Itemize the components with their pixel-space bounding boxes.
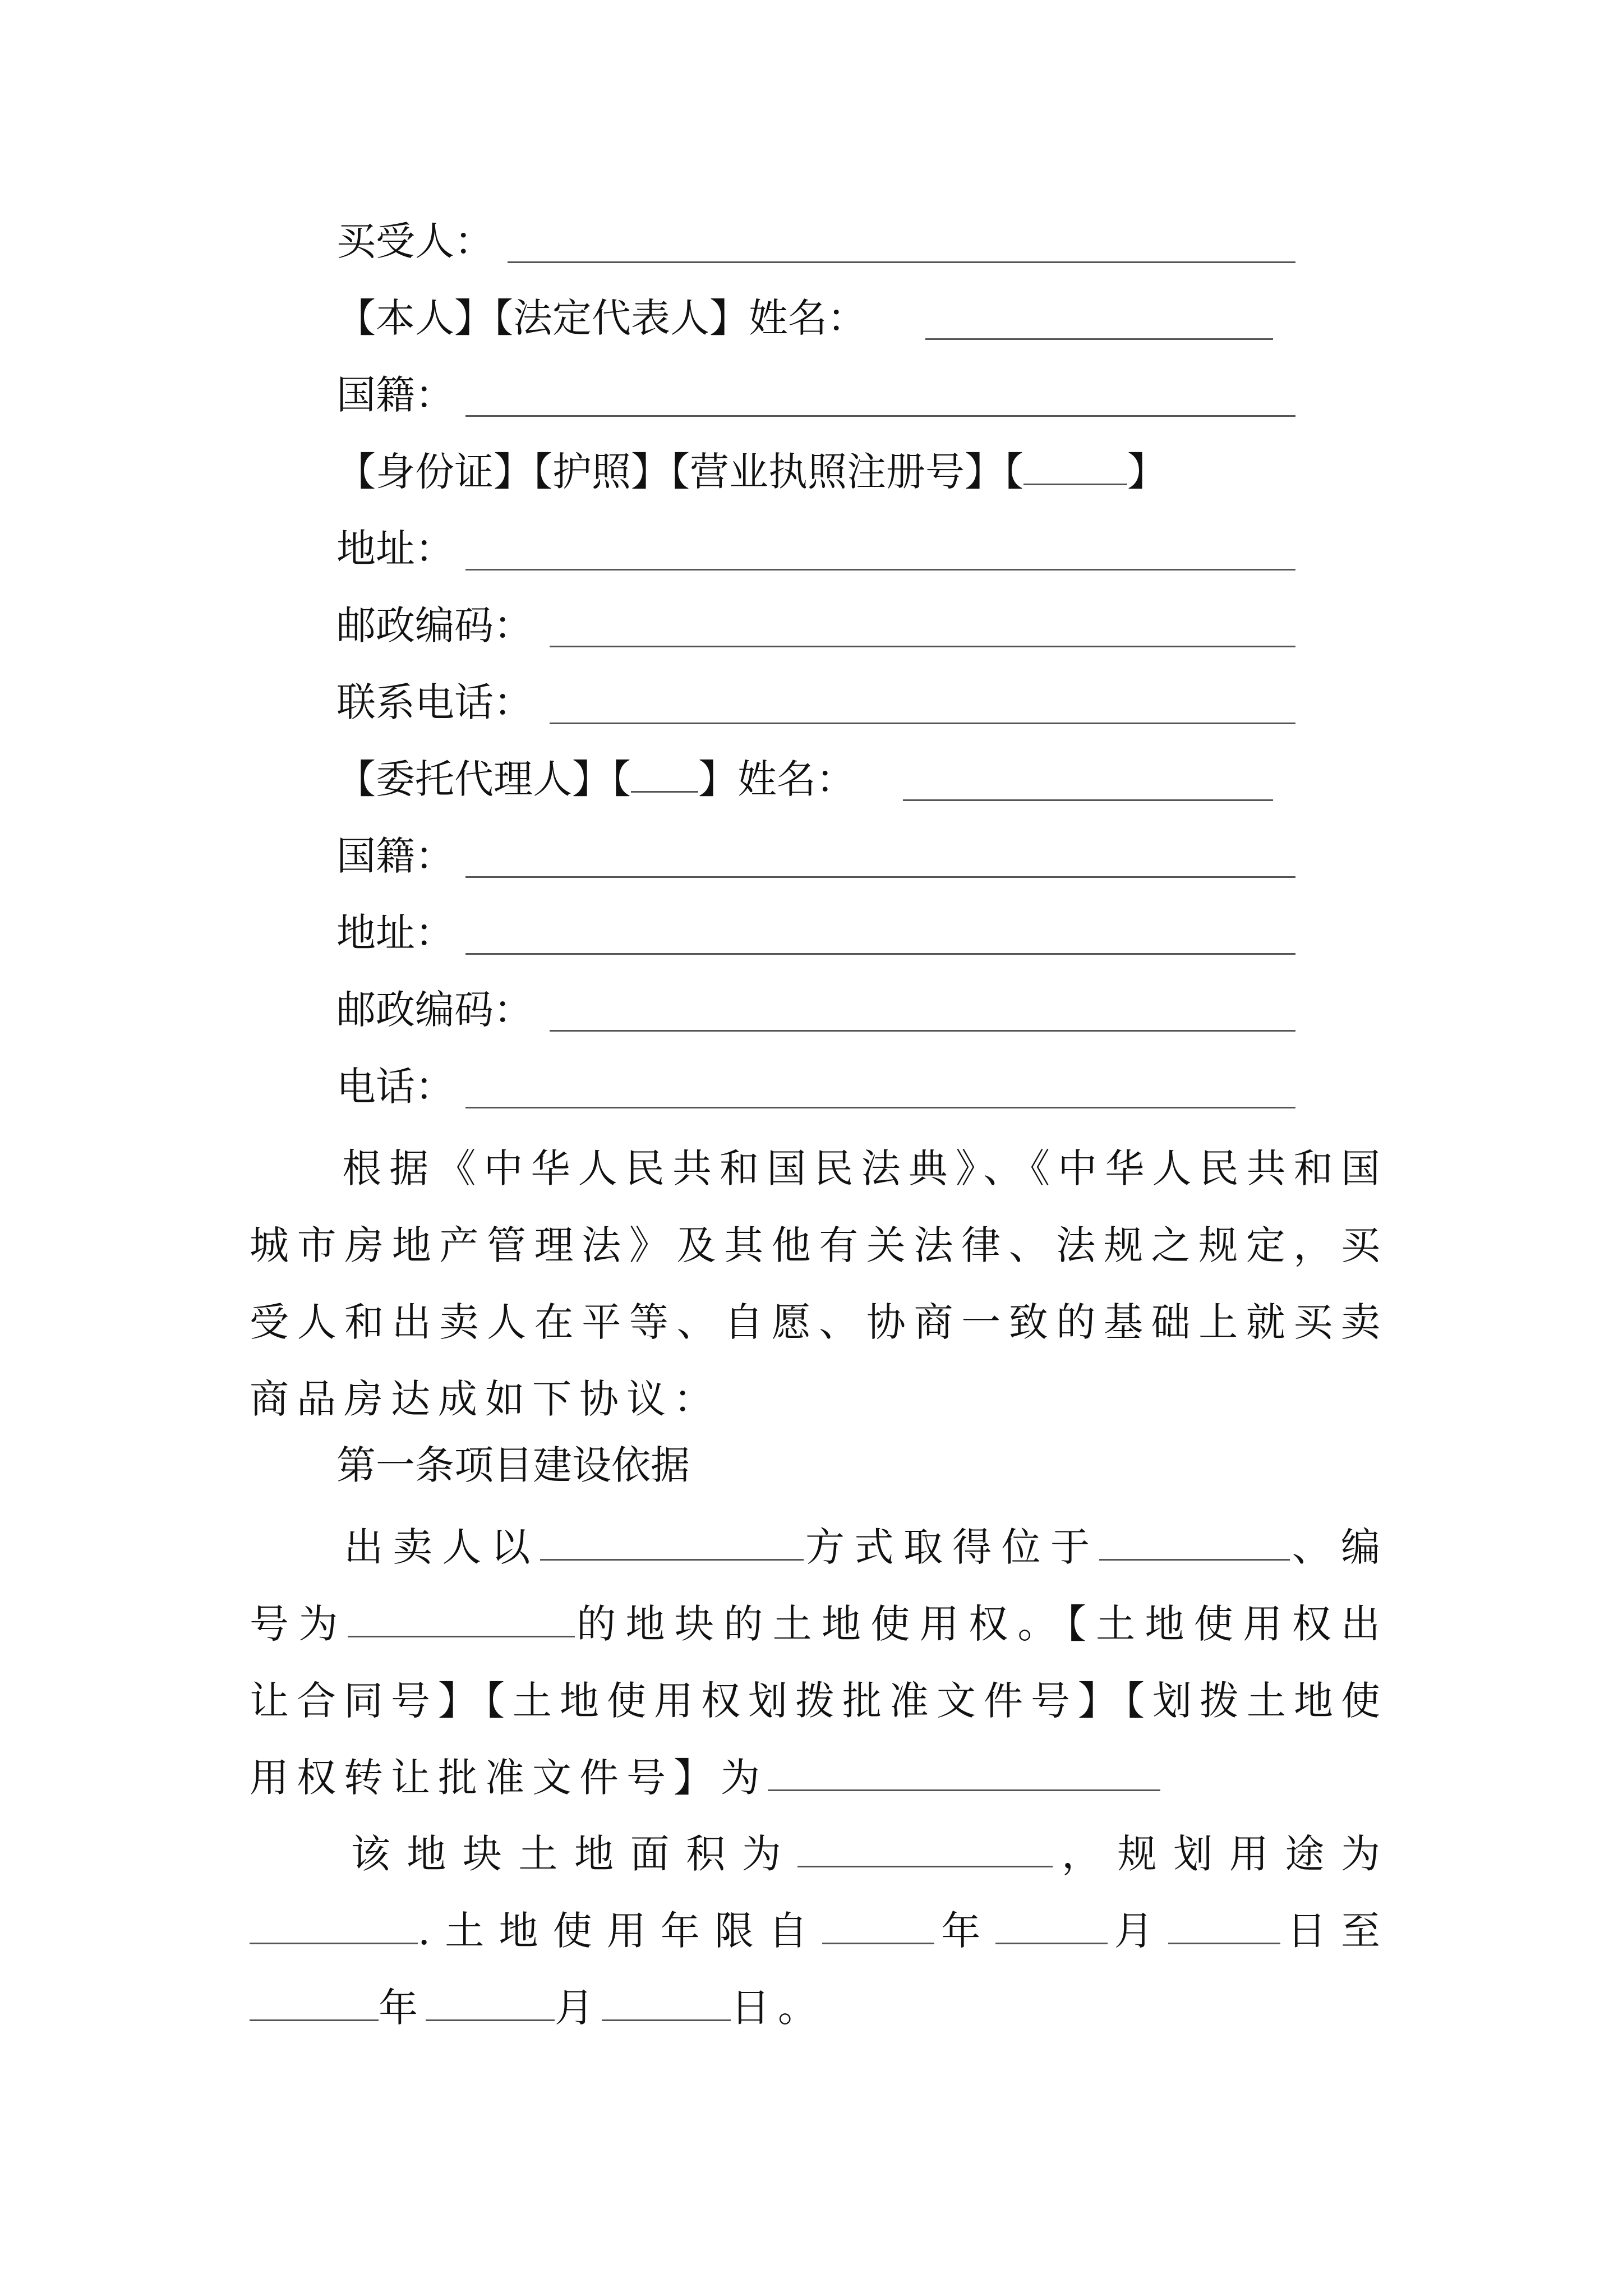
- agent-postcode-label: 邮政编码：: [336, 987, 533, 1033]
- preamble-text: 根据《中华人民共和国民法典》、《中华人民共和国城市房地产管理法》及其他有关法律、法规之规定，买受人和出卖人在平等、自愿、协商一致的基础上就买卖商品房达成如下协议：: [250, 1145, 1388, 1422]
- buyer-phone-blank[interactable]: [550, 723, 1295, 724]
- id-type-close: 】: [1127, 449, 1166, 495]
- p2-end: 日。: [731, 1985, 825, 2031]
- p2-day-to: 日至: [1280, 1908, 1388, 1954]
- land-area-blank[interactable]: [797, 1831, 1053, 1867]
- acquire-method-blank[interactable]: [540, 1524, 804, 1561]
- p2-year2: 年: [379, 1985, 426, 2031]
- agent-name-blank[interactable]: [903, 799, 1273, 801]
- p2-text-b: ，规划用途为: [1053, 1831, 1389, 1877]
- buyer-postcode-label: 邮政编码：: [336, 602, 533, 648]
- article1-paragraph1: [250, 1509, 1388, 1816]
- start-day-blank[interactable]: [1168, 1908, 1280, 1944]
- id-type-text: 【身份证】【护照】【营业执照注册号】【: [336, 449, 1023, 495]
- buyer-label: 买受人：: [336, 218, 494, 264]
- agent-address-label: 地址：: [336, 910, 454, 956]
- start-month-blank[interactable]: [995, 1908, 1108, 1944]
- p2-text-c: .土地使用年限自: [418, 1908, 823, 1954]
- agent-name-mid: 】姓名：: [698, 756, 855, 802]
- rep-name-label: 【本人】【法定代表人】姓名：: [336, 295, 866, 341]
- buyer-address-blank[interactable]: [465, 569, 1295, 570]
- end-day-blank[interactable]: [602, 1985, 731, 2021]
- preamble-paragraph: [250, 1130, 1388, 1438]
- agent-name-label: [336, 754, 855, 804]
- end-month-blank[interactable]: [426, 1985, 555, 2021]
- article1-title: 第一条项目建设依据: [336, 1442, 690, 1488]
- agent-postcode-blank[interactable]: [550, 1030, 1295, 1032]
- agent-address-blank[interactable]: [465, 953, 1295, 955]
- p2-month: 月: [1107, 1908, 1168, 1954]
- id-type-label: [336, 447, 1166, 497]
- rep-name-blank[interactable]: [925, 338, 1273, 340]
- end-year-blank[interactable]: [250, 1985, 379, 2021]
- p1-text-c: 、编号为: [250, 1524, 1389, 1647]
- planned-use-blank[interactable]: [250, 1908, 418, 1944]
- buyer-blank[interactable]: [508, 261, 1295, 263]
- agent-phone-label: 电话：: [336, 1064, 454, 1110]
- p2-year: 年: [934, 1908, 995, 1954]
- p1-text-b: 方式取得位于: [803, 1524, 1100, 1570]
- buyer-phone-label: 联系电话：: [336, 679, 533, 725]
- buyer-address-label: 地址：: [336, 526, 454, 572]
- buyer-postcode-blank[interactable]: [550, 646, 1295, 647]
- agent-nationality-blank[interactable]: [465, 876, 1295, 878]
- p1-text-a: 出卖人以: [342, 1524, 540, 1570]
- agent-type-blank[interactable]: [631, 756, 698, 793]
- buyer-nationality-blank[interactable]: [465, 415, 1295, 417]
- agent-name-text: 【委托代理人】【: [336, 756, 631, 802]
- contract-number-blank[interactable]: [768, 1755, 1160, 1791]
- location-blank[interactable]: [1099, 1524, 1290, 1561]
- plot-number-blank[interactable]: [348, 1601, 575, 1637]
- agent-phone-blank[interactable]: [465, 1107, 1295, 1108]
- start-year-blank[interactable]: [822, 1908, 934, 1944]
- p2-text-a: 该地块土地面积为: [342, 1831, 798, 1877]
- id-type-blank[interactable]: [1023, 449, 1127, 485]
- article1-paragraph2: [250, 1816, 1388, 2046]
- p1-text-d: 的地块的土地使用权。【土地使用权出让合同号】【土地使用权划拨批准文件号】【划拨土地使用权转让批准文件号】为: [250, 1601, 1389, 1801]
- buyer-nationality-label: 国籍：: [336, 372, 454, 418]
- agent-nationality-label: 国籍：: [336, 833, 454, 879]
- p2-month2: 月: [555, 1985, 602, 2031]
